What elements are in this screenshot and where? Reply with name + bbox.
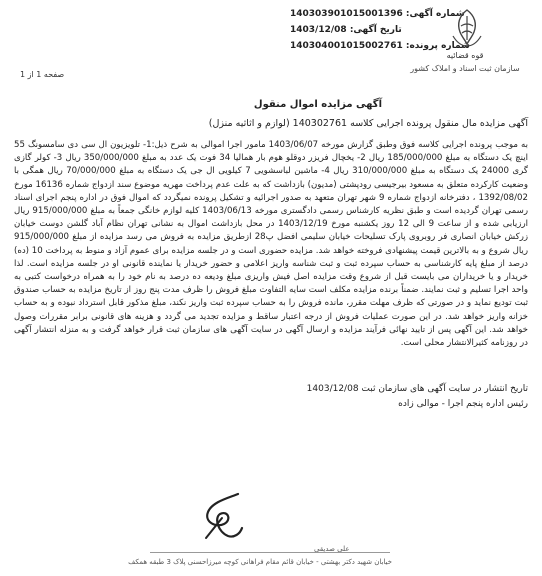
file-number: 140304001015002761 <box>290 41 403 51</box>
ad-date: 1403/12/08 <box>290 25 347 35</box>
notice-body: به موجب پرونده اجرایی کلاسه فوق وطبق گزارش مورخه 1403/06/07 مامور اجرا اموالی به شرح ذیل:1- تلویزیون ال سی دی سامسونگ 55 اینچ یک دستگاه به مبلغ 185/000/000 ریال 2- یخچال فریزر دوقلو هوم بار همالیا 34 فوت یک عدد به مبلغ 350/000/000 ریال 3- کولر گازی گری 24000 یک دستگاه به مبلغ 310/000/000 ریال 4- ماشین لباسشویی 7 کیلویی ال جی یک دستگاه به مبلغ 70/000/000 ریال همگی با وضعیت کارکرده متعلق به مسعود بیرجیسی رودپشتی (مدیون) بازداشت که به علت عدم پرداخت مهریه موضوع سند ازدواج شماره 16136 مورخ 1392/08/02 ، دفترخانه ازدواج شماره 9 شهر تهران متعهد به صدور اجرائیه و تشکیل پرونده نمیگردد که اموال فوق در اداره پنجم اجرای اسناد رسمی تهران گردیده است و طبق نظریه کارشناس رسمی دادگستری مورخه 1403/06/13 کلیه لوازم خانگی جمعاً به مبلغ 915/000/000 ریال ارزیابی شده و از ساعت 9 الی 12 روز یکشنبه مورخ 1403/12/19 در محل بازداشت اموال به نشانی تهران نظام آباد گلشن دوست خیابان زرکش خیابان انصاری فر روبروی پارک تسلیحات خیابان سلیمی افضل پ28 ازطریق مزایده به فروش می رسد مزایده از مبلغ 915/000/000 ریال شروع و به بالاترین قیمت پیشنهادی فروخته خواهد شد. مزایده حضوری است و در جلسه مزایده برای عموم آزاد و منوط به پرداخت 10 (ده) درصد از مبلغ پایه کارشناسی به حساب سپرده ثبت و ثبت شناسه واریز اعلامی و حضور خریدار یا نماینده قانونی او در جلسه مزایده است. لذا خریدار و یا خریداران می بایست قبل از شروع وقت مزایده اصل فیش واریزی مبلغ ودیعه ده درصد به نام خود را به همراه درخواست کتبی به واحد اجرا تسلیم و ثبت نمایند. ضمناً برنده مزایده مکلف است سایه التفاوت مبلغ فروش را ظرف مدت پنج روز از تاریخ مزایده به حساب صندوق ثبت تودیع نماید و در صورتی که ظرف مهلت مقرر، مانده فروش را به حساب سپرده ثبت واریز نکند، مبلغ مذکور قابل استرداد نبوده و به حساب خزانه واریز خواهد شد. در این صورت عملیات فروش از درجه اعتبار ساقط و مزایده تجدید می گردد و هزینه های قانونی برابر مقررات وصول خواهد شد. این آگهی پس از تایید نهائی فرآیند مزایده و ارسال آگهی در سایت آگهی های سازمان ثبت قرار خواهد گرفت و به منزله انتشار آگهی در روزنامه کثیرالانتشار محلی است. <box>14 140 528 349</box>
page-title: آگهی مزایده اموال منقول <box>253 99 382 110</box>
signature-icon <box>198 488 248 543</box>
ad-number-label: شماره آگهی: <box>405 9 465 19</box>
footer-author: علی صدیقی <box>314 545 350 553</box>
publish-date-line: تاریخ انتشار در سایت آگهی های سازمان ثبت 1403/12/08 <box>306 384 528 394</box>
page-subtitle: آگهی مزایده مال منقول پرونده اجرایی کلاسه 140302761 (لوازم و اثاثیه منزل) <box>208 118 528 129</box>
ad-date-label: تاریخ آگهی: <box>349 25 402 35</box>
footer-address: خیابان شهید دکتر بهشتی - خیابان قائم مقام فراهانی کوچه میرزاحسنی پلاک 3 طبقه همکف <box>128 558 392 566</box>
page-number: صفحه 1 از 1 <box>20 70 65 79</box>
org-name: قوه قضائیه <box>446 51 484 60</box>
footer-divider <box>150 552 390 553</box>
file-number-row <box>290 41 470 51</box>
org-subtitle: سازمان ثبت اسناد و املاک کشور <box>410 64 520 73</box>
judiciary-emblem-icon <box>445 6 489 50</box>
ad-number: 140303901015001396 <box>290 9 403 19</box>
ad-date-row <box>290 25 402 35</box>
ad-number-row <box>290 9 465 19</box>
signer-line: رئیس اداره پنجم اجرا - موالی زاده <box>398 399 528 409</box>
file-number-label: شماره پرونده: <box>405 41 470 51</box>
